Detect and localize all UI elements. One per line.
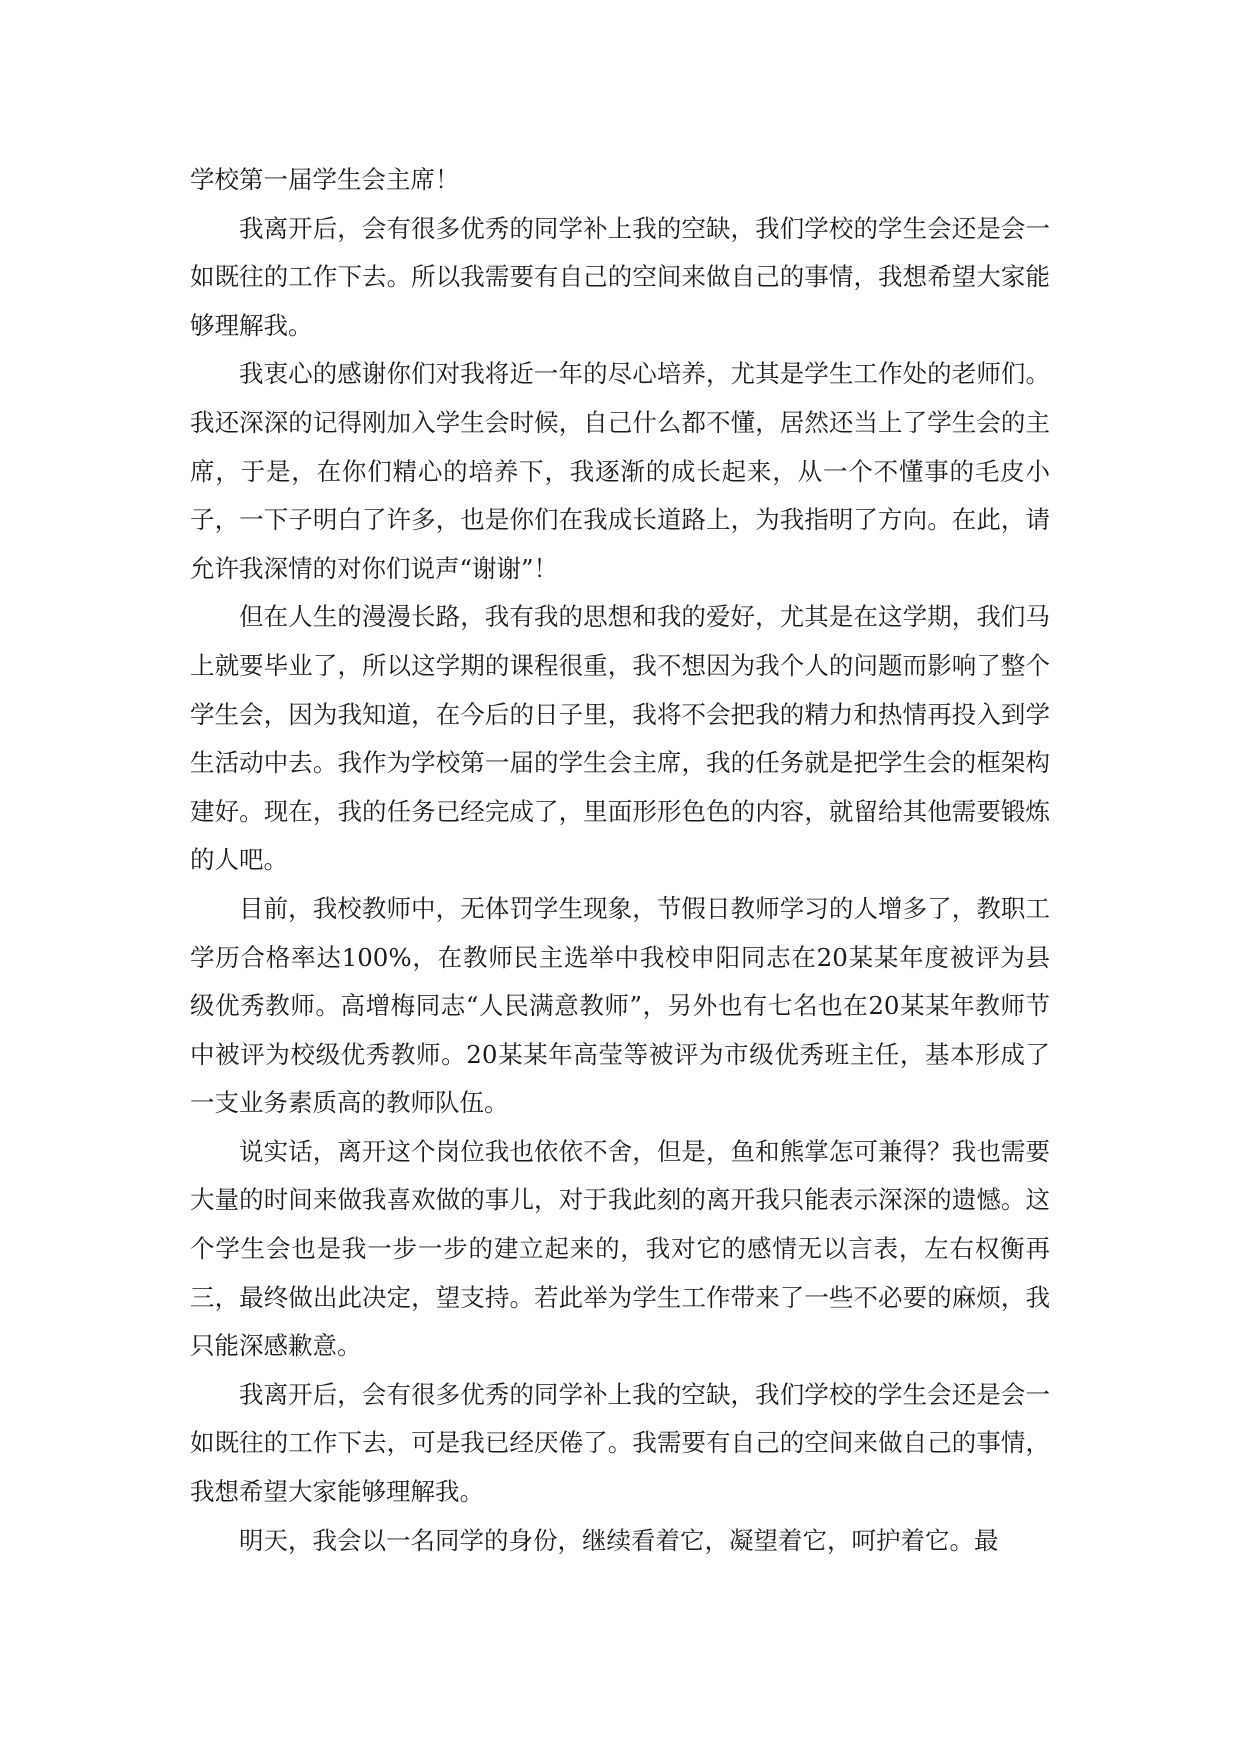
document-body	[190, 156, 1050, 1565]
paragraph-3: 我衷心的感谢你们对我将近一年的尽心培养，尤其是学生工作处的老师们。我还深深的记得刚加入学生会时候，自己什么都不懂，居然还当上了学生会的主席，于是，在你们精心的培养下，我逐渐的成长起来，从一个不懂事的毛皮小子，一下子明白了许多，也是你们在我成长道路上，为我指明了方向。在此，请允许我深情的对你们说声“谢谢”！	[190, 359, 1050, 583]
paragraph-7: 我离开后，会有很多优秀的同学补上我的空缺，我们学校的学生会还是会一如既往的工作下去，可是我已经厌倦了。我需要有自己的空间来做自己的事情，我想希望大家能够理解我。	[190, 1379, 1050, 1507]
paragraph-2: 我离开后，会有很多优秀的同学补上我的空缺，我们学校的学生会还是会一如既往的工作下去。所以我需要有自己的空间来做自己的事情，我想希望大家能够理解我。	[190, 213, 1050, 340]
paragraph-6: 说实话，离开这个岗位我也依依不舍，但是，鱼和熊掌怎可兼得？我也需要大量的时间来做我喜欢做的事儿，对于我此刻的离开我只能表示深深的遗憾。这个学生会也是我一步一步的建立起来的，我对它的感情无以言表，左右权衡再三，最终做出此决定，望支持。若此举为学生工作带来了一些不必要的麻烦，我只能深感歉意。	[190, 1136, 1050, 1361]
paragraph-5: 目前，我校教师中，无体罚学生现象，节假日教师学习的人增多了，教职工学历合格率达100%，在教师民主选举中我校申阳同志在20某某年度被评为县级优秀教师。高增梅同志“人民满意教师”，另外也有七名也在20某某年教师节中被评为校级优秀教师。20某某年高莹等被评为市级优秀班主任，基本形成了一支业务素质高的教师队伍。	[190, 893, 1050, 1118]
paragraph-8: 明天，我会以一名同学的身份，继续看着它，凝望着它，呵护着它。最	[239, 1525, 999, 1555]
paragraph-1: 学校第一届学生会主席！	[190, 165, 460, 194]
paragraph-4: 但在人生的漫漫长路，我有我的思想和我的爱好，尤其是在这学期，我们马上就要毕业了，所以这学期的课程很重，我不想因为我个人的问题而影响了整个学生会，因为我知道，在今后的日子里，我将不会把我的精力和热情再投入到学生活动中去。我作为学校第一届的学生会主席，我的任务就是把学生会的框架构建好。现在，我的任务已经完成了，里面形形色色的内容，就留给其他需要锻炼的人吧。	[190, 602, 1050, 875]
